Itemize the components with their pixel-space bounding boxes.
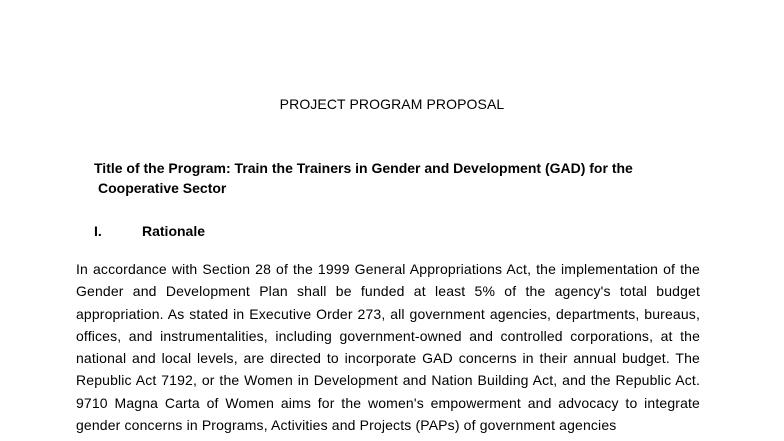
section-number: I. — [94, 223, 102, 239]
section-heading — [94, 222, 205, 240]
section-title: Rationale — [142, 223, 206, 239]
program-title-line-2: Cooperative Sector — [98, 180, 227, 196]
program-title — [94, 158, 712, 198]
rationale-paragraph: In accordance with Section 28 of the 1999 General Appropriations Act, the implementation of the Gender and Development Plan shall be funded at least 5% of the agency's total budget appropriation. As stated in Executive Order 273, all government agencies, departments, bureaus, offices, and instrumentalities, including government-owned and controlled corporations, at the national and local levels, are directed to incorporate GAD concerns in their annual budget. The Republic Act 7192, or the Women in Development and Nation Building Act, and the Republic Act. 9710 Magna Carta of Women aims for the women's empowerment and advocacy to integrate gender concerns in Programs, Activities and Projects (PAPs) of government agencies — [76, 261, 700, 434]
document-title: PROJECT PROGRAM PROPOSAL — [279, 96, 505, 112]
program-title-line-1: Title of the Program: Train the Trainers in Gender and Development (GAD) for the — [94, 160, 633, 176]
